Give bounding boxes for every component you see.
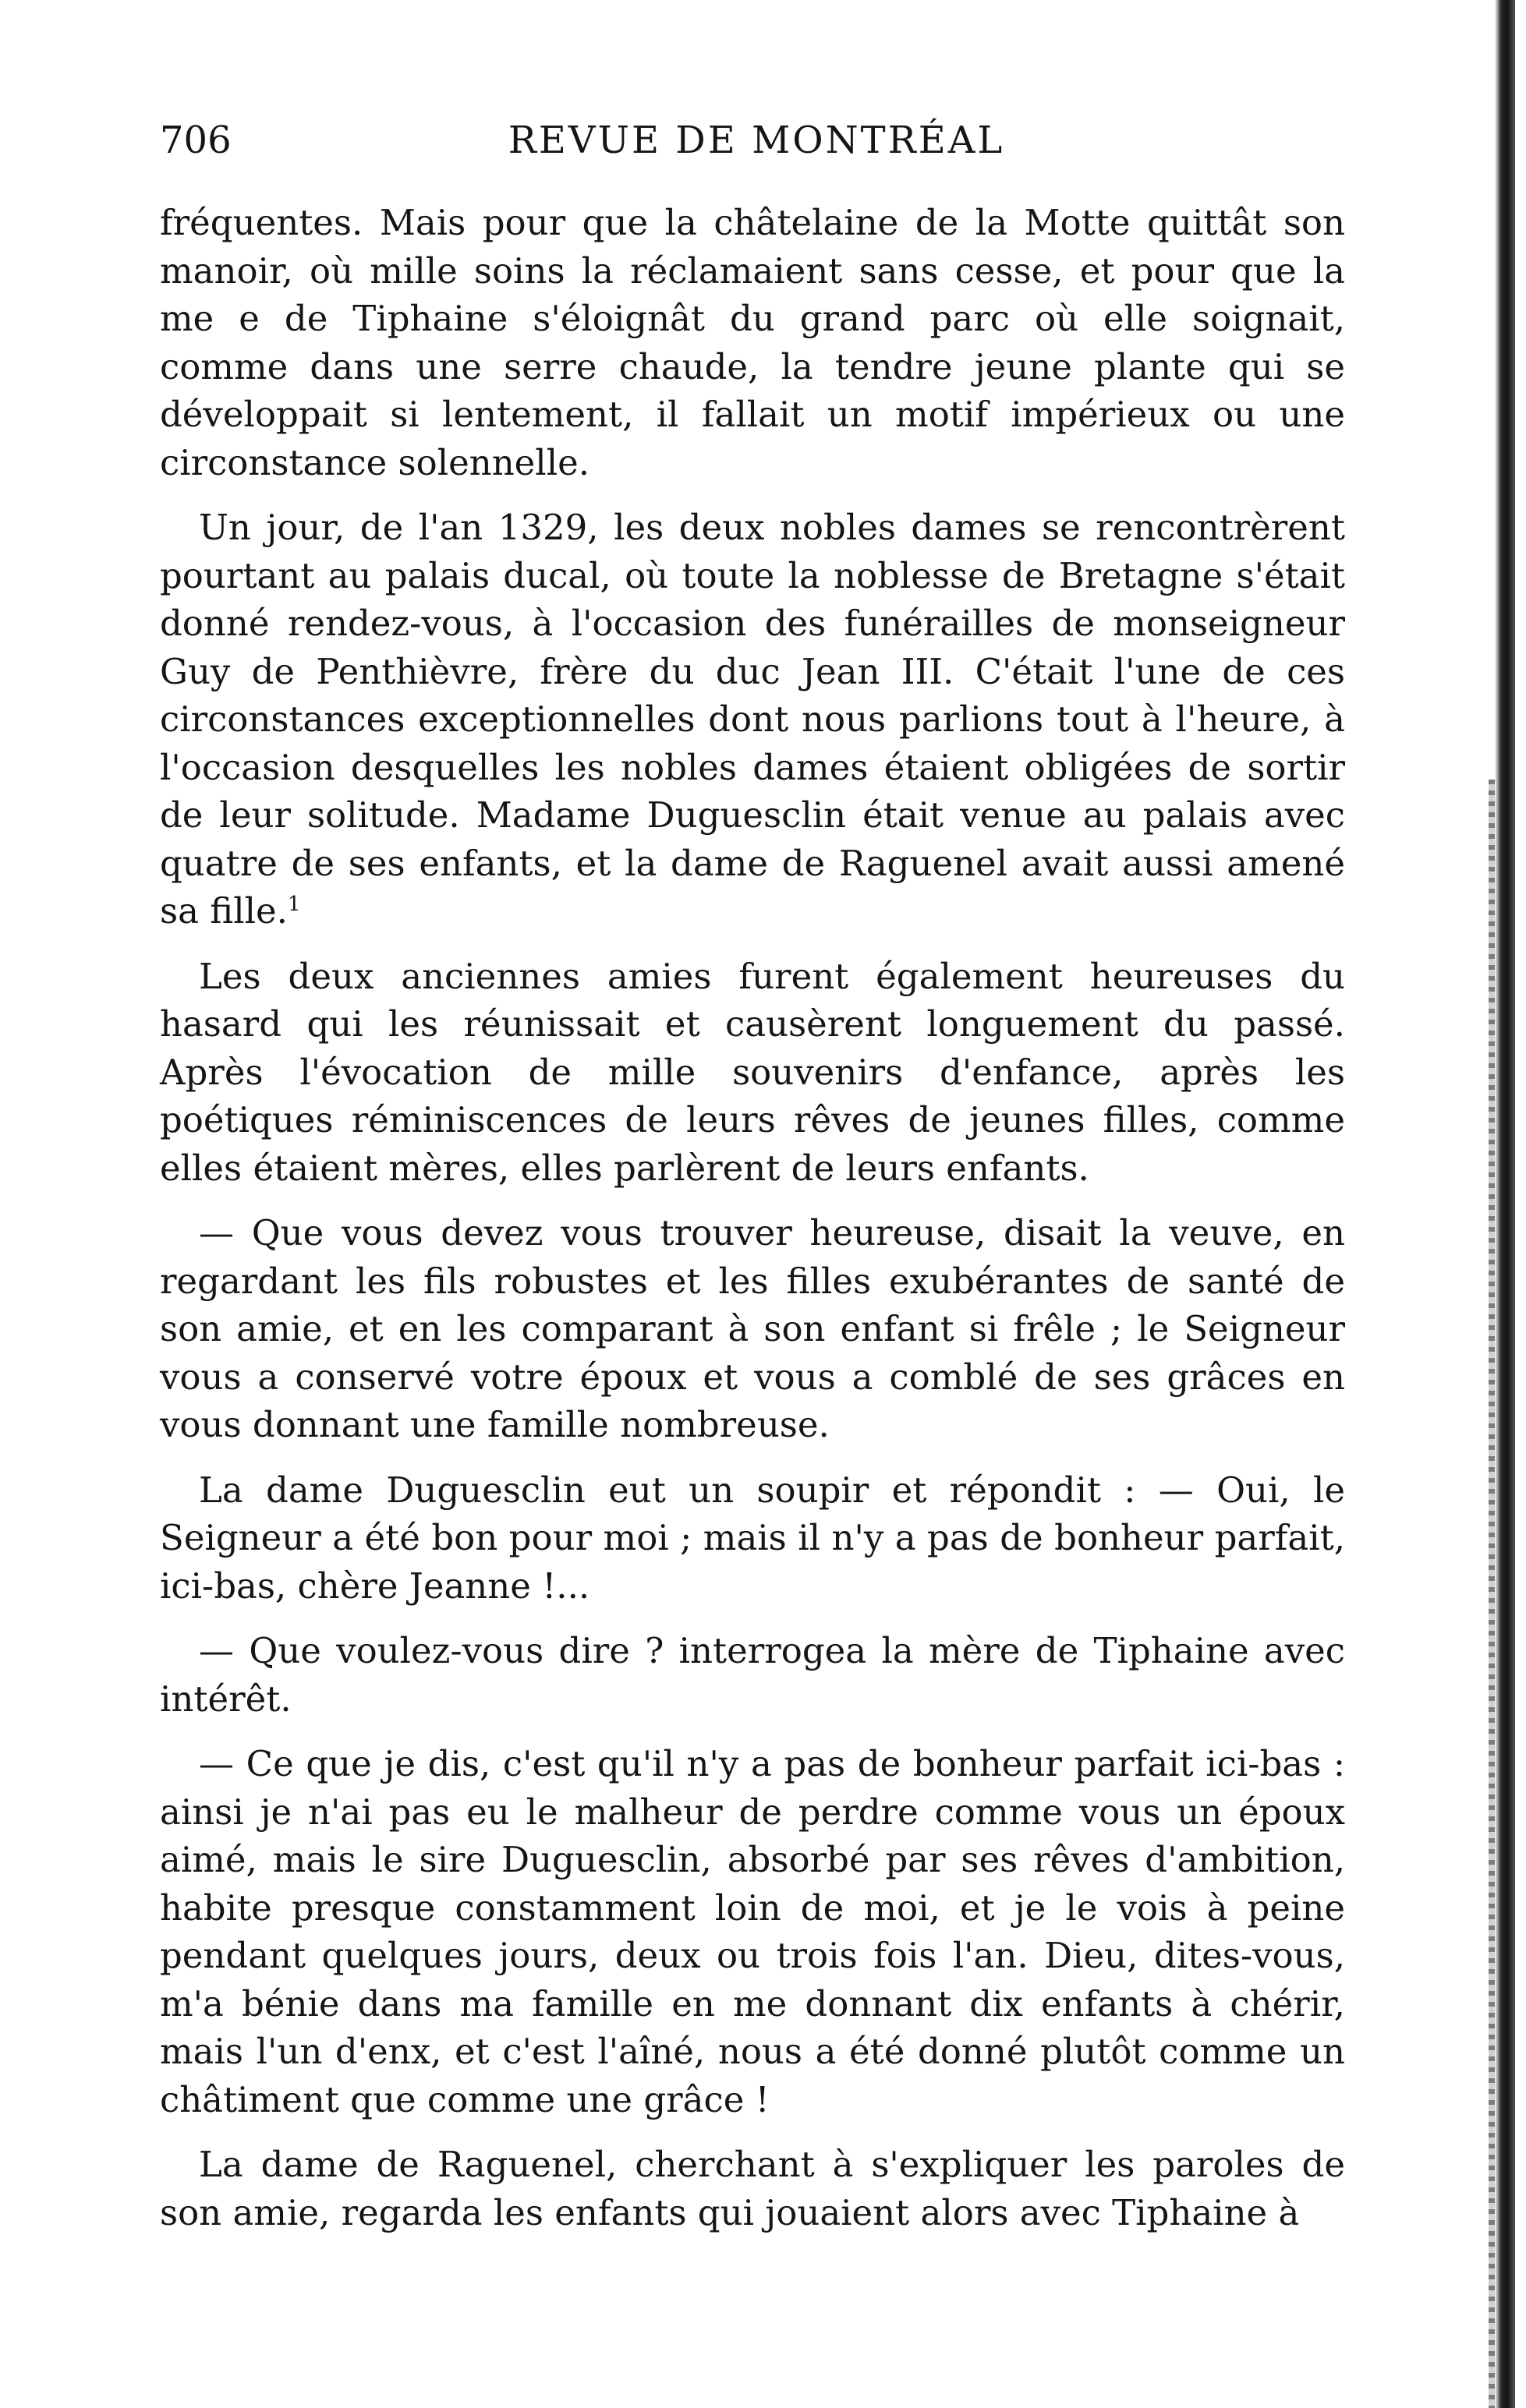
- page-edge-shadow: [1495, 0, 1515, 2408]
- paragraph-5: La dame Duguesclin eut un soupir et répondit : — Oui, le Seigneur a été bon pour moi ; mais il n'y a pas de bonheur parfait, ici-bas, chère Jeanne !...: [160, 1469, 1345, 1607]
- paragraph-4: — Que vous devez vous trouver heureuse, disait la veuve, en regardant les fils robustes et les filles exubérantes de santé de son amie, et en les comparant à son enfant si frêle ; le Seigneur vous a conservé votre époux et vous a comblé de ses grâces en vous donnant une famille nombreuse.: [160, 1212, 1345, 1445]
- paragraph-2-text: Un jour, de l'an 1329, les deux nobles dames se rencontrèrent pourtant au palais ducal, où toute la noblesse de Bretagne s'était donné rendez-vous, à l'occasion des funérailles de monseigneur Guy de Penthièvre, frère du duc Jean III. C'était l'une de ces circonstances exceptionnelles dont nous parlions tout à l'heure, à l'occasion desquelles les nobles dames étaient obligées de sortir de leur solitude. Madame Duguesclin était venue au palais avec quatre de ses enfants, et la dame de Raguenel avait aussi amené sa fille.: [160, 507, 1345, 932]
- footnote-marker: 1: [287, 893, 301, 916]
- paragraph-1: fréquentes. Mais pour que la châtelaine de la Motte quittât son manoir, où mille soins la réclamaient sans cesse, et pour que la me e de Tiphaine s'éloignât du grand parc où elle soignait, comme dans une serre chaude, la tendre jeune plante qui se développait si lentement, il fallait un motif impérieux ou une circonstance solennelle.: [160, 202, 1345, 483]
- page-header: [160, 117, 1353, 171]
- paragraph-6: — Que voulez-vous dire ? interrogea la mère de Tiphaine avec intérêt.: [160, 1630, 1345, 1720]
- page-edge-texture: [1489, 780, 1495, 2408]
- paragraph-2: [160, 504, 1345, 935]
- paragraph-3: Les deux anciennes amies furent également heureuses du hasard qui les réunissait et causèrent longuement du passé. Après l'évocation de mille souvenirs d'enfance, après les poétiques réminiscences de leurs rêves de jeunes filles, comme elles étaient mères, elles parlèrent de leurs enfants.: [160, 955, 1345, 1189]
- paragraph-8: La dame de Raguenel, cherchant à s'expliquer les paroles de son amie, regarda les enfants qui jouaient alors avec Tiphaine à: [160, 2144, 1345, 2233]
- page-number: 706: [160, 118, 232, 162]
- body-text: [160, 199, 1345, 2237]
- paragraph-7: — Ce que je dis, c'est qu'il n'y a pas de bonheur parfait ici-bas : ainsi je n'ai pas eu le malheur de perdre comme vous un époux aimé, mais le sire Duguesclin, absorbé par ses rêves d'ambition, habite presque constamment loin de moi, et je le vois à peine pendant quelques jours, deux ou trois fois l'an. Dieu, dites-vous, m'a bénie dans ma famille en me donnant dix enfants à chérir, mais l'un d'enx, et c'est l'aîné, nous a été donné plutôt comme un châtiment que comme une grâce !: [160, 1743, 1345, 2120]
- running-title: REVUE DE MONTRÉAL: [508, 118, 1005, 162]
